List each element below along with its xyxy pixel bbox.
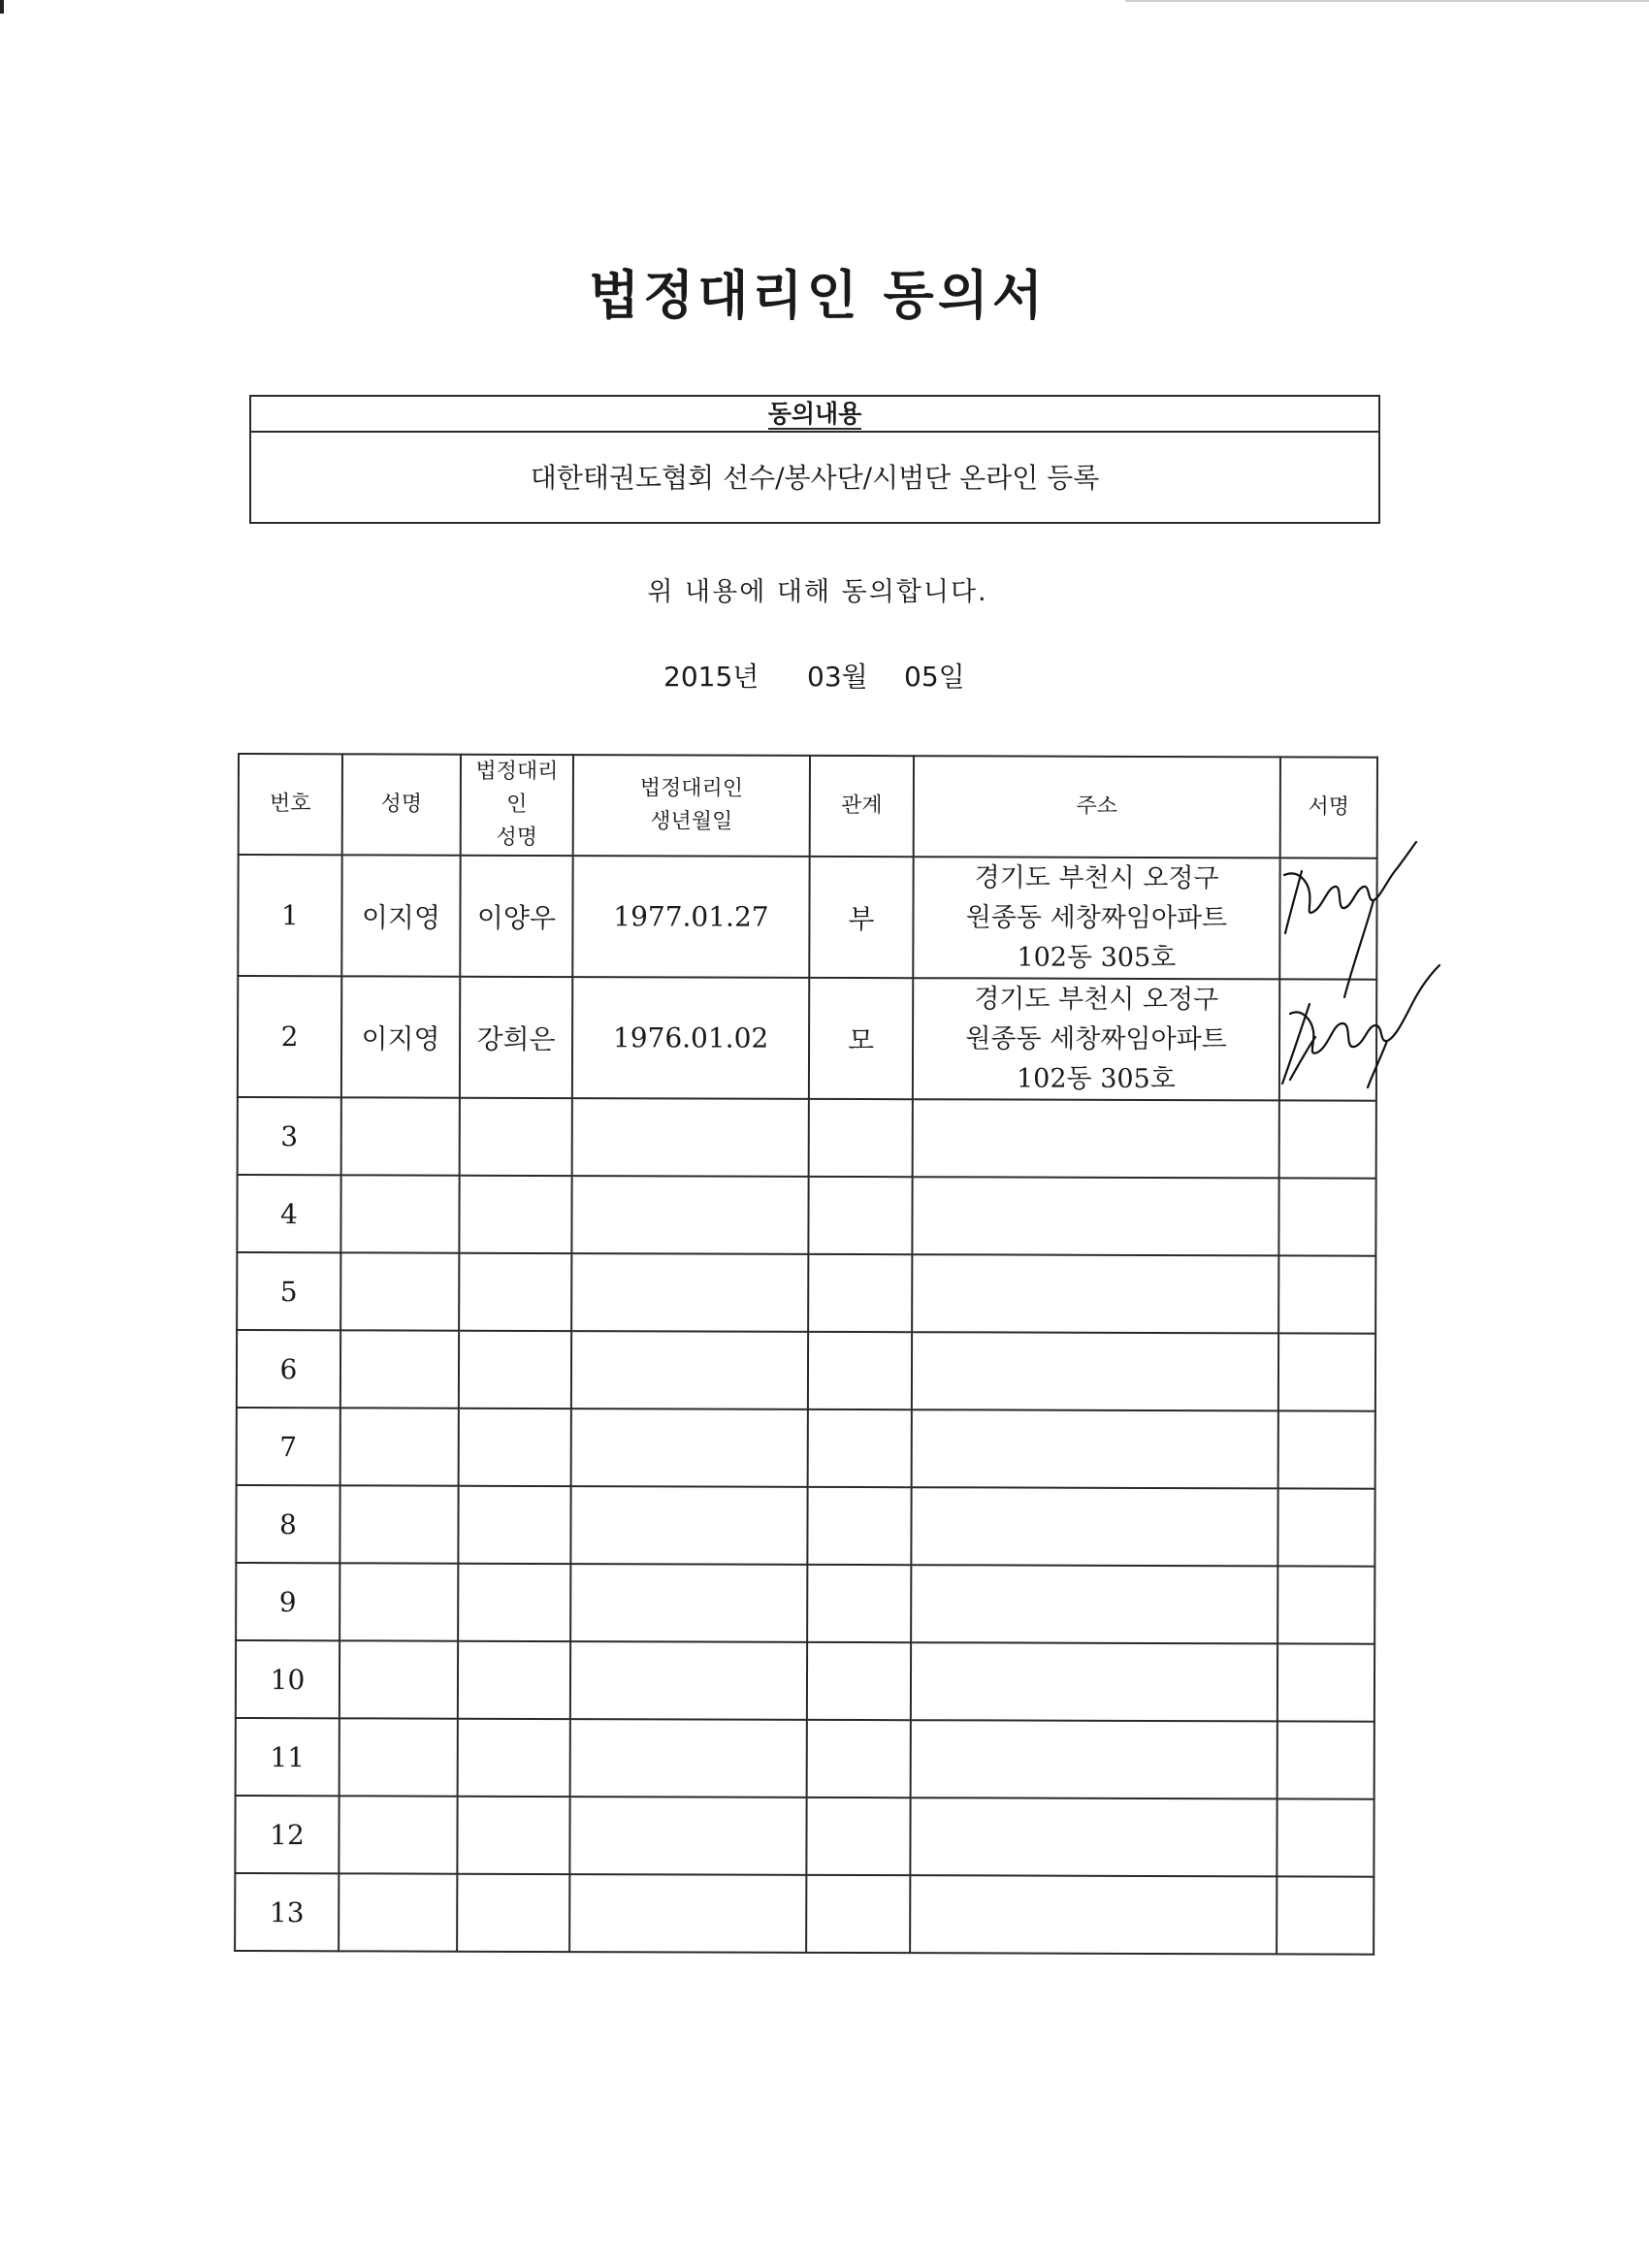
- cell-relation: [807, 1720, 911, 1798]
- table-row: [235, 1796, 1374, 1877]
- agreement-statement: 위 내용에 대해 동의합니다.: [647, 577, 988, 607]
- cell-guardian-name: [459, 1176, 571, 1253]
- cell-guardian-birthdate: [572, 1098, 809, 1177]
- cell-guardian-name: [458, 1719, 570, 1797]
- consent-text: 대한태권도협회 선수/봉사단/시범단 온라인 등록: [530, 462, 1100, 494]
- cell-signature: [1278, 1333, 1375, 1410]
- table-row: [237, 1175, 1375, 1256]
- table-row: [238, 1097, 1376, 1179]
- table-row: [236, 1563, 1374, 1644]
- cell-signature: [1277, 1643, 1374, 1721]
- cell-signature: [1277, 1721, 1374, 1798]
- cell-relation: [808, 1409, 912, 1487]
- cell-guardian-birthdate: [569, 1874, 806, 1953]
- cell-guardian-name: [459, 1253, 571, 1331]
- header-relation: 관계: [810, 756, 914, 857]
- consent-header-label: 동의내용: [767, 400, 862, 428]
- date-day: 05일: [904, 661, 965, 693]
- cell-guardian-name: [457, 1797, 569, 1874]
- cell-guardian-birthdate: 1976.01.02: [572, 977, 809, 1099]
- cell-number: 8: [236, 1485, 340, 1563]
- cell-number: 1: [238, 855, 341, 976]
- consent-header: [251, 397, 1378, 433]
- header-number: 번호: [239, 754, 342, 855]
- cell-guardian-birthdate: [570, 1486, 807, 1565]
- cell-address: [910, 1875, 1277, 1954]
- cell-address: [913, 857, 1279, 979]
- date-year: 2015년: [663, 661, 760, 693]
- cell-relation: [808, 1254, 912, 1332]
- address-line: 102동 305호: [1016, 1063, 1176, 1095]
- cell-guardian-birthdate: [570, 1719, 807, 1798]
- cell-signature: [1277, 1566, 1374, 1643]
- cell-number: 2: [238, 976, 341, 1097]
- cell-guardian-birthdate: [570, 1564, 807, 1642]
- cell-name: [339, 1873, 457, 1951]
- cell-relation: [808, 1177, 912, 1254]
- cell-relation: [806, 1875, 910, 1953]
- cell-address: [911, 1487, 1277, 1566]
- consent-box: [249, 395, 1380, 524]
- cell-number: 6: [237, 1330, 340, 1408]
- header-guardian-name: 법정대리 인 성명: [461, 755, 573, 856]
- cell-signature: [1279, 1100, 1376, 1178]
- cell-relation: [809, 1099, 913, 1177]
- cell-number: 3: [238, 1097, 341, 1175]
- table-row: [238, 976, 1376, 1101]
- header-address: 주소: [914, 756, 1280, 858]
- table-row: [238, 855, 1376, 980]
- cell-address: [911, 1642, 1277, 1721]
- cell-relation: 모: [809, 978, 913, 1099]
- cell-name: [340, 1408, 459, 1485]
- table-row: [235, 1873, 1374, 1955]
- cell-guardian-birthdate: [571, 1176, 808, 1254]
- guardian-consent-table: [234, 753, 1378, 1956]
- cell-signature: [1278, 1410, 1375, 1488]
- cell-signature: [1278, 1178, 1375, 1255]
- address-line: 원종동 세창짜임아파트: [965, 902, 1228, 934]
- cell-guardian-name: [459, 1409, 571, 1486]
- cell-guardian-birthdate: 1977.01.27: [572, 856, 809, 978]
- cell-signature: [1277, 1876, 1374, 1954]
- cell-signature: [1278, 1255, 1375, 1333]
- cell-signature: [1277, 1798, 1374, 1876]
- header-name: 성명: [342, 754, 461, 855]
- cell-name: [340, 1485, 458, 1563]
- cell-address: [911, 1565, 1277, 1643]
- cell-guardian-name: [460, 1098, 572, 1176]
- cell-number: 7: [237, 1408, 340, 1485]
- table-body: [235, 855, 1377, 1955]
- address-line: 원종동 세창짜임아파트: [965, 1023, 1227, 1055]
- cell-guardian-name: [457, 1874, 569, 1952]
- cell-guardian-name: [458, 1564, 570, 1641]
- header-guardian-birthdate: 법정대리인 생년월일: [573, 755, 810, 857]
- cell-guardian-birthdate: [571, 1331, 808, 1409]
- cell-number: 10: [236, 1640, 340, 1718]
- cell-address: [912, 1409, 1278, 1488]
- cell-number: 9: [236, 1563, 340, 1640]
- cell-guardian-name: [458, 1641, 570, 1719]
- cell-relation: [808, 1332, 912, 1409]
- cell-name: [341, 1097, 460, 1175]
- cell-name: [340, 1330, 459, 1408]
- cell-name: [340, 1175, 459, 1252]
- table-row: [237, 1408, 1375, 1489]
- cell-number: 5: [237, 1252, 340, 1330]
- table-row: [236, 1640, 1374, 1722]
- scan-edge-line: [1125, 0, 1649, 2]
- cell-signature: [1279, 858, 1376, 979]
- cell-signature: [1277, 1488, 1374, 1566]
- cell-guardian-name: [459, 1331, 571, 1409]
- cell-guardian-birthdate: [571, 1253, 808, 1332]
- date-month: 03월: [807, 661, 868, 693]
- scan-margin-mark: [0, 0, 4, 14]
- address-line: 102동 305호: [1017, 942, 1177, 974]
- cell-address: [912, 1177, 1278, 1255]
- address-line: 경기도 부천시 오정구: [974, 984, 1219, 1016]
- address-line: 경기도 부천시 오정구: [974, 862, 1219, 894]
- cell-guardian-name: [458, 1486, 570, 1564]
- cell-address: [910, 1798, 1277, 1876]
- cell-name: [340, 1718, 458, 1796]
- document-title: 법정대리인 동의서: [588, 264, 1048, 326]
- cell-guardian-name: 이양우: [460, 856, 572, 977]
- cell-relation: [807, 1565, 911, 1642]
- table-row: [236, 1718, 1374, 1799]
- cell-guardian-birthdate: [570, 1641, 807, 1720]
- cell-address: [912, 1254, 1278, 1333]
- table-header-row: [239, 754, 1377, 859]
- cell-name: [340, 1563, 458, 1640]
- cell-guardian-name: 강희은: [460, 977, 572, 1098]
- cell-name: [340, 1640, 458, 1718]
- cell-guardian-birthdate: [571, 1409, 808, 1487]
- cell-guardian-birthdate: [569, 1797, 806, 1875]
- cell-number: 13: [235, 1873, 339, 1951]
- cell-relation: [807, 1642, 911, 1720]
- cell-relation: [806, 1798, 910, 1875]
- cell-address: [913, 978, 1279, 1100]
- cell-name: 이지영: [341, 855, 460, 976]
- table-row: [237, 1252, 1375, 1334]
- cell-address: [911, 1720, 1277, 1798]
- cell-name: [340, 1252, 459, 1330]
- cell-number: 11: [236, 1718, 340, 1796]
- cell-number: 12: [235, 1796, 339, 1873]
- cell-name: [339, 1796, 457, 1873]
- cell-name: 이지영: [341, 976, 460, 1097]
- cell-address: [913, 1099, 1279, 1178]
- cell-relation: 부: [809, 857, 913, 978]
- table-row: [236, 1485, 1374, 1567]
- cell-signature: [1279, 979, 1376, 1100]
- cell-relation: [807, 1487, 911, 1565]
- table-row: [237, 1330, 1375, 1411]
- header-signature: 서명: [1280, 757, 1377, 858]
- cell-address: [912, 1332, 1278, 1410]
- cell-number: 4: [237, 1175, 340, 1252]
